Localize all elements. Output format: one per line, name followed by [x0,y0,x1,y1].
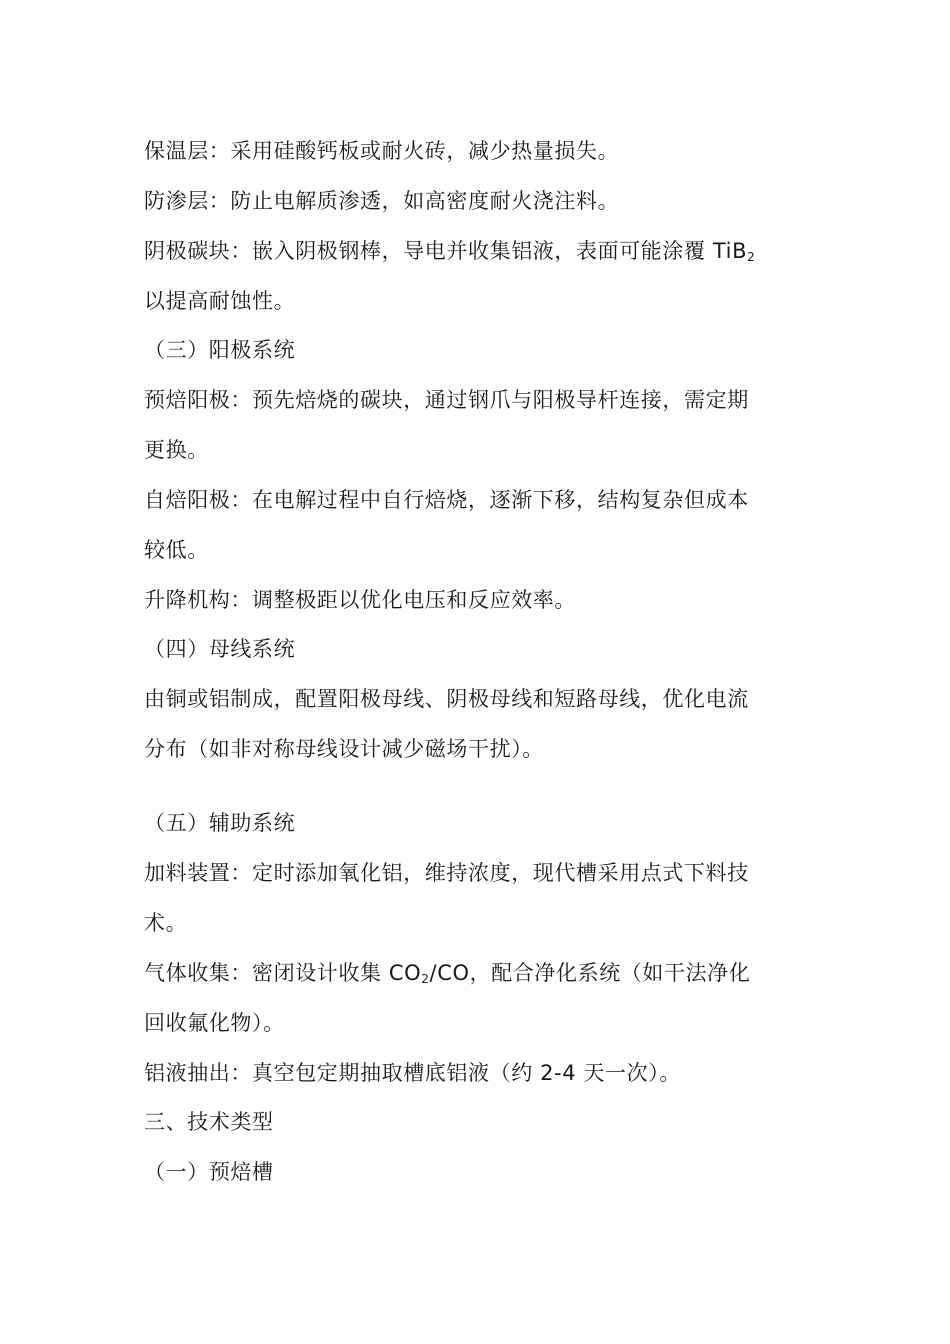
section-heading-busbar-system: （四）母线系统 [144,637,296,661]
chapter-heading-technology-types: 三、技术类型 [144,1110,274,1134]
text-segment: 阴极碳块：嵌入阴极钢棒，导电并收集铝液，表面可能涂覆 TiB [144,239,748,263]
paragraph-lifting-mechanism: 升降机构：调整极距以优化电压和反应效率。 [144,588,576,612]
paragraph-prebaked-anode: 预焙阳极：预先焙烧的碳块，通过钢爪与阳极导杆连接，需定期 [144,388,749,412]
paragraph-anti-seepage-layer: 防渗层：防止电解质渗透，如高密度耐火浇注料。 [144,189,620,213]
subscript: 2 [747,250,756,264]
paragraph-insulation-layer: 保温层：采用硅酸钙板或耐火砖，减少热量损失。 [144,139,620,163]
paragraph-busbar: 由铜或铝制成，配置阳极母线、阴极母线和短路母线，优化电流 [144,687,749,711]
paragraph-feeding-device-cont: 术。 [144,911,188,935]
paragraph-cathode-carbon-block [144,236,824,266]
paragraph-gas-collection-cont: 回收氟化物）。 [144,1011,285,1035]
text-segment: /CO，配合净化系统（如干法净化 [429,961,751,985]
paragraph-gas-collection [144,958,824,988]
paragraph-prebaked-anode-cont: 更换。 [144,438,209,462]
section-heading-auxiliary-system: （五）辅助系统 [144,811,296,835]
paragraph-cathode-carbon-block-cont: 以提高耐蚀性。 [144,289,296,313]
subscript: 2 [421,972,430,986]
paragraph-feeding-device: 加料装置：定时添加氧化铝，维持浓度，现代槽采用点式下料技 [144,861,749,885]
text-segment: 气体收集：密闭设计收集 CO [144,961,422,985]
section-heading-prebaked-cell: （一）预焙槽 [144,1160,274,1184]
paragraph-self-baking-anode: 自焙阳极：在电解过程中自行焙烧，逐渐下移，结构复杂但成本 [144,488,749,512]
paragraph-self-baking-anode-cont: 较低。 [144,538,209,562]
paragraph-busbar-cont: 分布（如非对称母线设计减少磁场干扰）。 [144,737,544,761]
section-heading-anode-system: （三）阳极系统 [144,338,296,362]
paragraph-metal-tapping: 铝液抽出：真空包定期抽取槽底铝液（约 2-4 天一次）。 [144,1061,681,1085]
